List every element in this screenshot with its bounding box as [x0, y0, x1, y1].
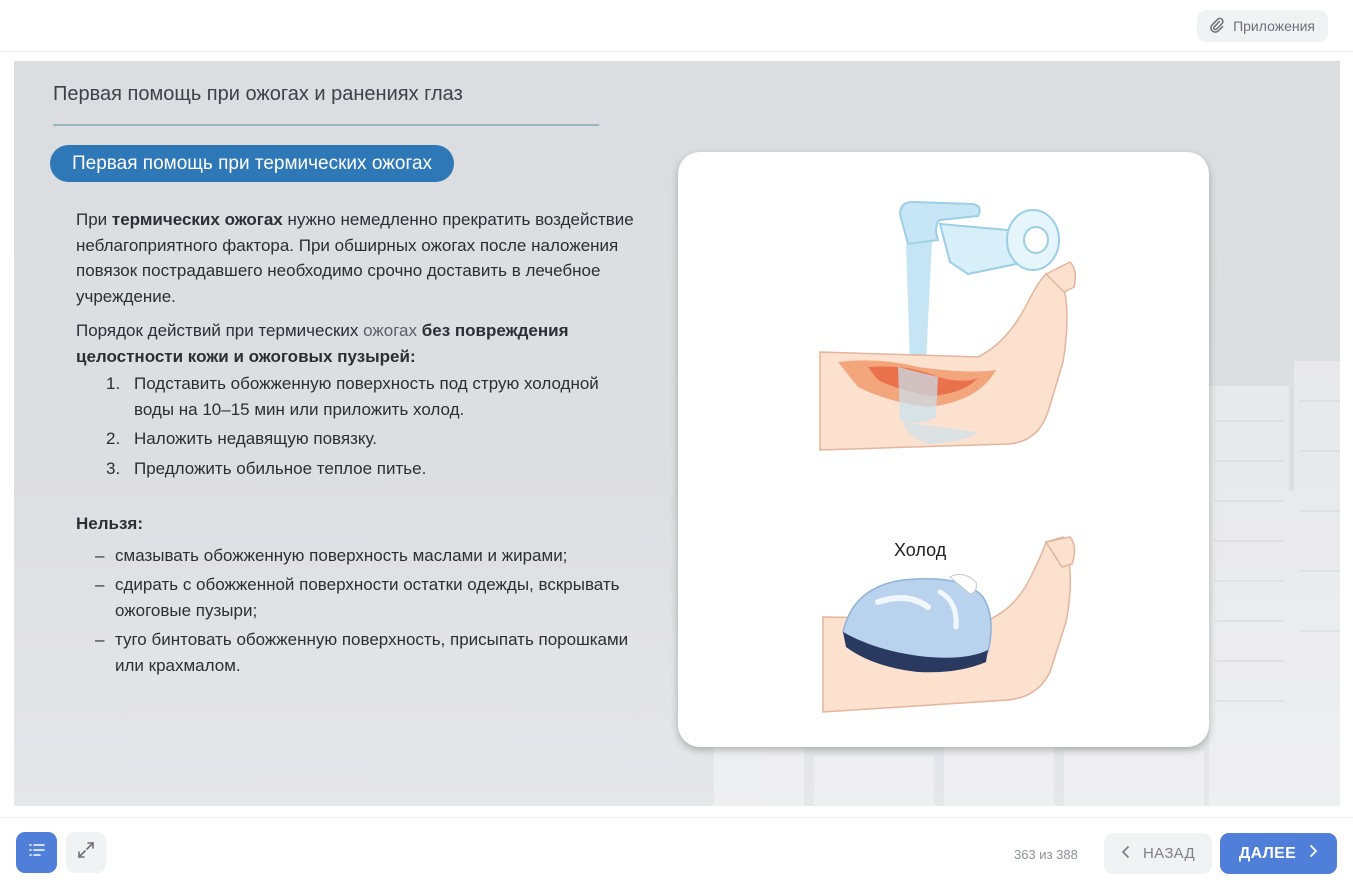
- order-bold: без повреждения целостности кожи и ожоговых пузырей:: [76, 321, 569, 366]
- list-item: [106, 371, 636, 422]
- forbidden-text: смазывать обожженную поверхность маслами и жирами;: [115, 545, 568, 565]
- steps-list: [106, 371, 636, 481]
- bottom-bar: [0, 817, 1353, 887]
- step-number: 1.: [106, 374, 121, 393]
- order-soft: ожогах: [363, 321, 417, 340]
- intro-bold: термических ожогах: [111, 210, 283, 229]
- dash: –: [95, 575, 105, 594]
- forbidden-list: [95, 543, 636, 679]
- intro-paragraph: [76, 207, 636, 309]
- back-button[interactable]: [1104, 833, 1212, 874]
- burn-first-aid-illustration: [678, 152, 1209, 747]
- next-label: ДАЛЕЕ: [1238, 844, 1297, 862]
- list-item: [95, 543, 636, 569]
- slide-canvas: [14, 61, 1340, 806]
- attachments-label: Приложения: [1233, 18, 1315, 34]
- step-text: Наложить недавящую повязку.: [134, 429, 378, 448]
- intro-prefix: При: [76, 210, 112, 229]
- list-item: [106, 426, 636, 452]
- step-text: Предложить обильное теплое питье.: [134, 458, 427, 478]
- dash: –: [95, 630, 105, 649]
- title-underline: [53, 124, 599, 126]
- attachments-button[interactable]: [1197, 10, 1328, 42]
- list-icon: [28, 842, 46, 863]
- chevron-left-icon: [1121, 845, 1131, 863]
- expand-icon: [77, 841, 95, 864]
- step-text: Подставить обожженную поверхность под струю холодной воды на 10–15 мин или приложить холод.: [134, 374, 599, 419]
- step-number: 3.: [106, 458, 121, 478]
- fullscreen-button[interactable]: [66, 832, 106, 873]
- forbidden-text: сдирать с обожженной поверхности остатки одежды, вскрывать ожоговые пузыри;: [115, 575, 620, 620]
- content-text: [76, 207, 636, 682]
- top-bar: [0, 0, 1353, 52]
- list-item: [106, 456, 636, 482]
- forbidden-heading: Нельзя:: [76, 514, 144, 533]
- upper-leg: [820, 262, 1075, 450]
- dash: –: [95, 545, 105, 565]
- chevron-right-icon: [1308, 844, 1318, 863]
- illustration-card: [678, 152, 1209, 747]
- list-item: [95, 627, 636, 678]
- intro-suffix: нужно немедленно прекратить воздействие неблагоприятного фактора. При обширных ожогах после наложения повязок пострадавшего необходимо срочно доставить в лечебное учреждение.: [76, 210, 634, 306]
- step-number: 2.: [106, 429, 121, 448]
- menu-button[interactable]: [16, 832, 57, 873]
- order-paragraph: [76, 318, 636, 369]
- section-title-pill: Первая помощь при термических ожогах: [50, 145, 454, 182]
- list-item: [95, 572, 636, 623]
- forbidden-text: туго бинтовать обожженную поверхность, присыпать порошками или крахмалом.: [115, 630, 629, 675]
- order-prefix: Порядок действий при термических: [76, 321, 364, 340]
- paperclip-icon: [1209, 17, 1225, 36]
- next-button[interactable]: [1220, 833, 1337, 874]
- cold-label: Холод: [894, 540, 947, 560]
- cold-pack-icon: [843, 574, 991, 672]
- back-label: НАЗАД: [1143, 845, 1195, 862]
- page-counter: 363 из 388: [1014, 847, 1078, 862]
- slide-title: Первая помощь при ожогах и ранениях глаз: [53, 83, 463, 105]
